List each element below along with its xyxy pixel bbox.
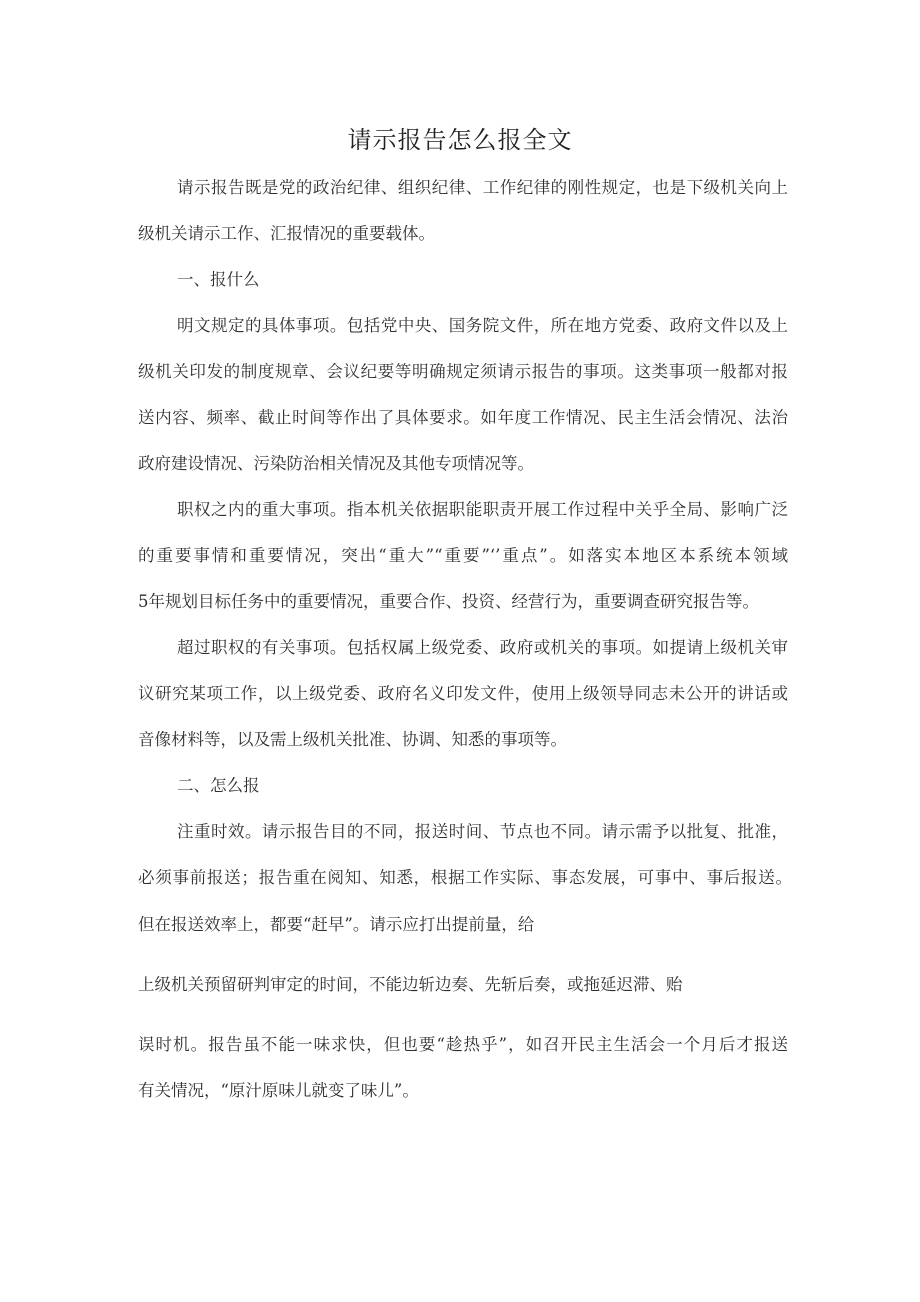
paragraph-line: 5年规划目标任务中的重要情况，重要合作、投资、经营行为，重要调查研究报告等。 [138,592,759,611]
paragraph-line: 误时机。报告虽不能一味求快，但也要“趁热乎”，如召开民主生活会一个月后才报送 [138,1035,788,1054]
paragraph-line: 注重时效。请示报告目的不同，报送时间、节点也不同。请示需予以批复、批准， [177,822,788,841]
paragraph-line: 政府建设情况、污染防治相关情况及其他专项情况等。 [138,454,534,473]
paragraph-line: 音像材料等，以及需上级机关批准、协调、知悉的事项等。 [138,730,567,749]
paragraph-line: 级机关请示工作、汇报情况的重要载体。 [138,224,435,243]
paragraph-line: 的重要事情和重要情况，突出“重大”“重要”‘’重点”。如落实本地区本系统本领域 [138,546,788,565]
paragraph-line: 必须事前报送；报告重在阅知、知悉，根据工作实际、事态发展，可事中、事后报送。 [138,868,792,887]
paragraph-line: 送内容、频率、截止时间等作出了具体要求。如年度工作情况、民主生活会情况、法治 [138,408,788,427]
paragraph-line: 超过职权的有关事项。包括权属上级党委、政府或机关的事项。如提请上级机关审 [177,638,788,657]
paragraph-line: 有关情况，“原汁原味儿就变了味儿”。 [138,1081,419,1100]
section-heading: 二、怎么报 [177,776,260,795]
paragraph-line: 明文规定的具体事项。包括党中央、国务院文件，所在地方党委、政府文件以及上 [177,316,788,335]
paragraph-line: 但在报送效率上，都要“赶早”。请示应打出提前量，给 [138,915,535,934]
paragraph-line: 请示报告既是党的政治纪律、组织纪律、工作纪律的刚性规定，也是下级机关向上 [177,178,788,197]
paragraph-line: 级机关印发的制度规章、会议纪要等明确规定须请示报告的事项。这类事项一般都对报 [138,362,788,381]
paragraph-line: 职权之内的重大事项。指本机关依据职能职责开展工作过程中关乎全局、影响广泛 [177,500,788,519]
document-title: 请示报告怎么报全文 [347,126,573,154]
paragraph-line: 上级机关预留研判审定的时间，不能边斩边奏、先斩后奏，或拖延迟滞、贻 [138,975,683,994]
section-heading: 一、报什么 [177,270,260,289]
paragraph-line: 议研究某项工作，以上级党委、政府名义印发文件，使用上级领导同志未公开的讲话或 [138,684,788,703]
